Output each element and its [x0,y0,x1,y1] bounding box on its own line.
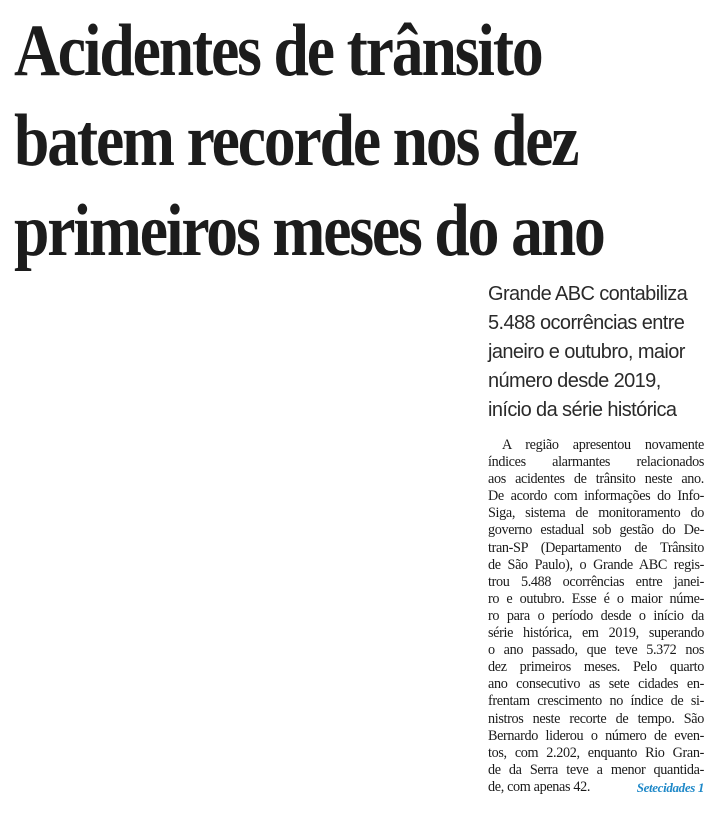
body-last-line [488,779,704,796]
headline-line: primeiros meses do ano [14,190,604,272]
deck-line: início da série histórica [488,399,677,421]
body-line: série histórica, em 2019, superando [488,625,704,642]
body-line: de da Serra teve a menor quantida- [488,761,704,778]
deck-line: número desde 2019, [488,370,661,392]
body-line: ro e outubro. Esse é o maior núme- [488,590,704,607]
headline-line: batem recorde nos dez [14,100,578,182]
body-line: o ano passado, que teve 5.372 nos [488,642,704,659]
deck-line: Grande ABC contabiliza [488,283,688,305]
body-line: índices alarmantes relacionados [488,454,704,471]
body-line: Siga, sistema de monitoramento do [488,505,704,522]
body-line: Bernardo liderou o número de even- [488,727,704,744]
headline [14,6,616,276]
body-line: aos acidentes de trânsito neste ano. [488,471,704,488]
body-line: A região apresentou novamente [502,437,704,453]
deck-line: 5.488 ocorrências entre [488,312,685,334]
body-line: De acordo com informações do Info- [488,488,704,505]
deck-line: janeiro e outubro, maior [488,341,685,363]
continuation-link[interactable]: Setecidades 1 [636,779,704,795]
body-line: de, com apenas 42. [488,778,591,795]
body-line: tos, com 2.202, enquanto Rio Gran- [488,744,704,761]
body-line: nistros neste recorte de tempo. São [488,710,704,727]
article-body [488,437,704,796]
body-line: governo estadual sob gestão do De- [488,522,704,539]
body-line: ro para o período desde o início da [488,607,704,624]
body-line: dez primeiros meses. Pelo quarto [488,659,704,676]
body-line: ano consecutivo as sete cidades en- [488,676,704,693]
headline-line: Acidentes de trânsito [14,10,542,92]
body-line: frentam crescimento no índice de si- [488,693,704,710]
body-line: de São Paulo), o Grande ABC regis- [488,556,704,573]
subheadline-deck [488,280,716,425]
body-line: trou 5.488 ocorrências entre janei- [488,573,704,590]
body-line: tran-SP (Departamento de Trânsito [488,539,704,556]
